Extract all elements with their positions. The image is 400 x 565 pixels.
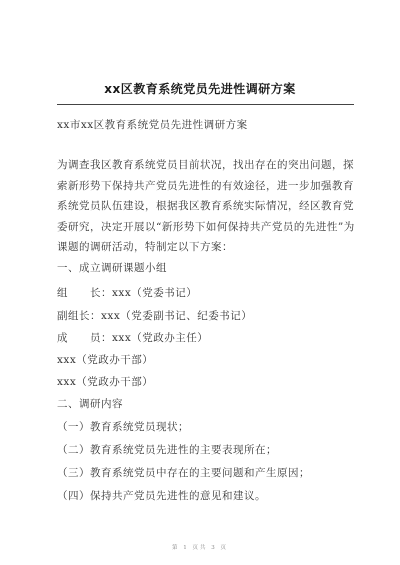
content-item-1: （一）教育系统党员现状；	[57, 421, 189, 433]
content-item-2: （二）教育系统党员先进性的主要表现所在；	[57, 444, 277, 456]
title-divider	[57, 104, 354, 105]
document-title: xx区教育系统党员先进性调研方案	[104, 82, 296, 96]
group-leader-line: 组 长：xxx（党委书记）	[57, 287, 198, 299]
content-item-3: （三）教育系统党员中存在的主要问题和产生原因；	[57, 467, 310, 479]
page-number-footer: 第 1 页共 3 页	[172, 545, 228, 551]
section-heading-content: 二、调研内容	[57, 398, 123, 410]
section-heading-group: 一、成立调研课题小组	[57, 262, 167, 274]
deputy-leader-line: 副组长：xxx（党委副书记、纪委书记）	[57, 310, 253, 322]
member-line-2: xxx（党政办干部）	[57, 354, 154, 366]
member-line-3: xxx（党政办干部）	[57, 376, 154, 388]
member-line: 成 员：xxx（党政办主任）	[57, 332, 209, 344]
intro-paragraph: 为调查我区教育系统党员目前状况，找出存在的突出问题，探索新形势下保持共产党员先进性的有效途径，进一步加强教育系统党员队伍建设，根据我区教育系统实际情况，经区教育党委研究，决定开展以“新形势下如何保持共产党员的先进性”为课题的调研活动，特制定以下方案：	[57, 159, 355, 253]
content-item-4: （四）保持共产党员先进性的意见和建议。	[57, 490, 266, 502]
document-subheading: xx市xx区教育系统党员先进性调研方案	[57, 119, 248, 131]
